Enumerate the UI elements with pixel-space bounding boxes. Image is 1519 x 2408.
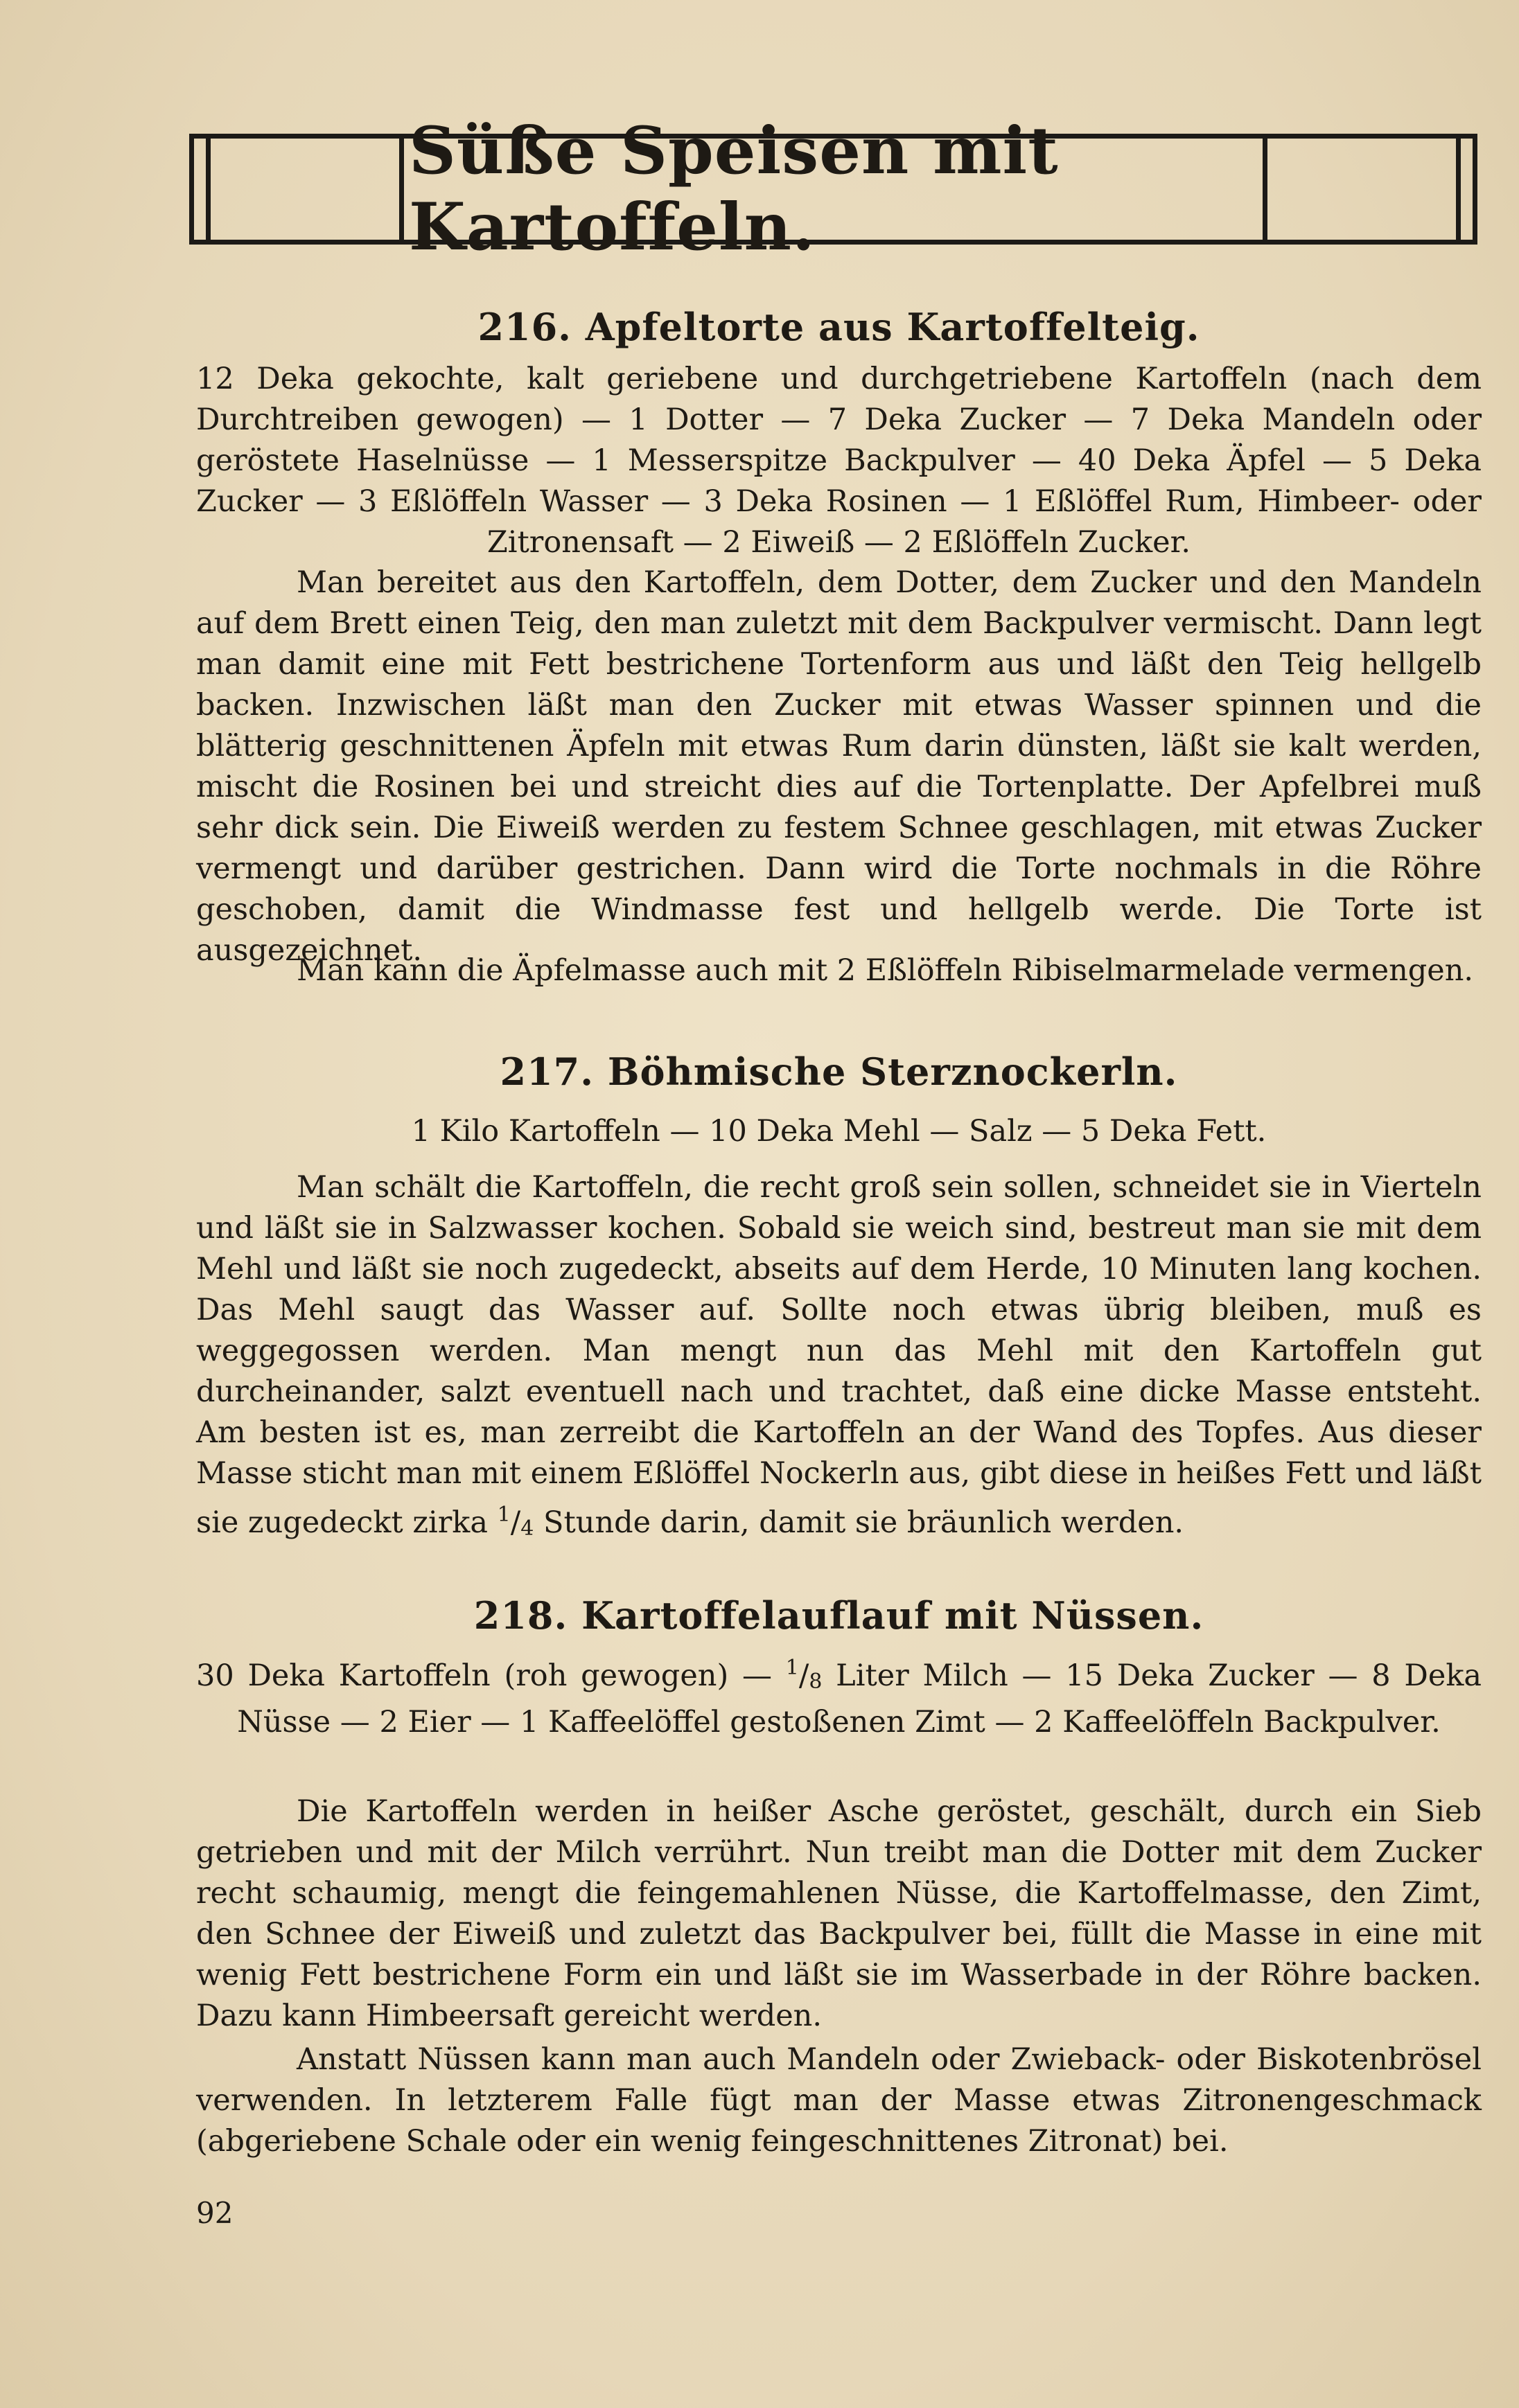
frame-divider bbox=[1456, 139, 1461, 240]
frame-divider bbox=[1263, 139, 1267, 240]
ingredients-part: 30 Deka Kartoffeln (roh gewogen) — bbox=[196, 1658, 772, 1693]
recipe-heading: 218. Kartoffelauflauf mit Nüssen. bbox=[473, 1593, 1204, 1638]
ingredients-text: 1 Kilo Kartoffeln — 10 Deka Mehl — Salz — 5 Deka Fett. bbox=[411, 1114, 1267, 1149]
method-paragraph: Man schält die Kartoffeln, die recht groß sein sollen, schneidet sie in Vierteln und läßt sie in Salzwasser kochen. Sobald sie weich sind, bestreut man sie mit dem Mehl und läßt sie noch zugedeckt, abseits auf dem Herde, 10 Minuten lang kochen. Das Mehl saugt das Wasser auf. Sollte noch etwas übrig bleiben, muß es weggegossen werden. Man mengt nun das Mehl mit den Kartoffeln gut durcheinander, salzt eventuell nach und trachtet, daß eine dicke Masse entsteht. Am besten ist es, man zerreibt die Kartoffeln an der Wand des Topfes. Aus dieser Masse sticht man mit einem Eßlöffel Nockerln aus, gibt diese in heißes Fett und läßt sie zugedeckt zirka $^1$/4 Stunde darin, damit sie bräunlich werden. bbox=[196, 1170, 1482, 1541]
recipe-216 bbox=[196, 305, 1482, 349]
recipe-218 bbox=[196, 1593, 1482, 1638]
fraction-denominator: 4 bbox=[520, 1516, 534, 1541]
method-text: Stunde darin, damit sie bräunlich werden. bbox=[543, 1505, 1184, 1540]
method-paragraph: Man kann die Äpfelmasse auch mit 2 Eßlöffeln Ribiselmarmelade vermengen. bbox=[297, 953, 1474, 988]
frame-divider bbox=[399, 139, 404, 240]
method-text: Man schält die Kartoffeln, die recht groß sein sollen, schneidet sie in Vierteln und läßt sie in Salzwasser kochen. Sobald sie weich sind, bestreut man sie mit dem Mehl und läßt sie noch zugedeckt, abseits auf dem Herde, 10 Minuten lang kochen. Das Mehl saugt das Wasser auf. Sollte noch etwas übrig bleiben, muß es weggegossen werden. Man mengt nun das Mehl mit den Kartoffeln gut durcheinander, salzt eventuell nach und trachtet, daß eine dicke Masse entsteht. Am besten ist es, man zerreibt die Kartoffeln an der Wand des Topfes. Aus dieser Masse sticht man mit einem Eßlöffel Nockerln aus, gibt diese in heißes Fett und läßt sie zugedeckt zirka bbox=[196, 1170, 1482, 1540]
header-frame bbox=[189, 113, 1477, 265]
ingredients-part: Liter Milch — 15 Deka Zucker — 8 Deka Nüsse — 2 Eier — 1 Kaffeelöffel gestoßenen Zimt — 2 Kaffeelöffeln Backpulver. bbox=[237, 1658, 1482, 1739]
ingredients-text: 30 Deka Kartoffeln (roh gewogen) — $^1$/8 Liter Milch — 15 Deka Zucker — 8 Deka Nüsse — 2 Eier — 1 Kaffeelöffel gestoßenen Zimt — 2 Kaffeelöffeln Backpulver. bbox=[196, 1656, 1482, 1739]
section-title: Süße Speisen mit Kartoffeln. bbox=[409, 113, 1059, 265]
method-paragraph: Man bereitet aus den Kartoffeln, dem Dotter, dem Zucker und den Mandeln auf dem Brett einen Teig, den man zuletzt mit dem Backpulver vermischt. Dann legt man damit eine mit Fett bestrichene Tortenform aus und läßt den Teig hellgelb backen. Inzwischen läßt man den Zucker mit etwas Wasser spinnen und die blätterig geschnittenen Äpfeln mit etwas Rum darin dünsten, läßt sie kalt werden, mischt die Rosinen bei und streicht dies auf die Tortenplatte. Der Apfelbrei muß sehr dick sein. Die Eiweiß werden zu festem Schnee geschlagen, mit etwas Zucker vermengt und darüber gestrichen. Dann wird die Torte nochmals in die Röhre geschoben, damit die Windmasse fest und hellgelb werde. Die Torte ist ausgezeichnet. bbox=[196, 565, 1482, 968]
recipe-216-note bbox=[196, 950, 1482, 991]
recipe-218-ingredients bbox=[196, 1647, 1482, 1743]
method-paragraph: Anstatt Nüssen kann man auch Mandeln oder Zwieback- oder Biskotenbrösel verwenden. In letzterem Falle fügt man der Masse etwas Zitronengeschmack (abgeriebene Schale oder ein wenig feingeschnittenes Zitronat) bei. bbox=[196, 2042, 1482, 2159]
fraction-numerator: 1 bbox=[497, 1503, 511, 1527]
recipe-217-method bbox=[196, 1167, 1482, 1549]
fraction-denominator: 8 bbox=[809, 1670, 823, 1694]
fraction-numerator: 1 bbox=[785, 1656, 799, 1680]
recipe-217-ingredients bbox=[196, 1111, 1482, 1152]
recipe-218-note bbox=[196, 2039, 1482, 2162]
recipe-216-ingredients bbox=[196, 359, 1482, 563]
page-number: 92 bbox=[196, 2196, 234, 2230]
recipe-heading: 217. Böhmische Sterznockerln. bbox=[500, 1050, 1178, 1094]
recipe-218-method bbox=[196, 1791, 1482, 2037]
recipe-216-method bbox=[196, 563, 1482, 971]
method-paragraph: Die Kartoffeln werden in heißer Asche geröstet, geschält, durch ein Sieb getrieben und mit der Milch verrührt. Nun treibt man die Dotter mit dem Zucker recht schaumig, mengt die feingemahlenen Nüsse, die Kartoffelmasse, den Zimt, den Schnee der Eiweiß und zuletzt das Backpulver bei, füllt die Masse in eine mit wenig Fett bestrichene Form ein und läßt sie im Wasserbade in der Röhre backen. Dazu kann Himbeersaft gereicht werden. bbox=[196, 1794, 1482, 2033]
recipe-217 bbox=[196, 1050, 1482, 1094]
ingredients-text: 12 Deka gekochte, kalt geriebene und durchgetriebene Kartoffeln (nach dem Durchtreiben gewogen) — 1 Dotter — 7 Deka Zucker — 7 Deka Mandeln oder geröstete Haselnüsse — 1 Messerspitze Backpulver — 40 Deka Äpfel — 5 Deka Zucker — 3 Eßlöffeln Wasser — 3 Deka Rosinen — 1 Eßlöffel Rum, Himbeer- oder Zitronensaft — 2 Eiweiß — 2 Eßlöffeln Zucker. bbox=[196, 362, 1482, 560]
recipe-heading: 216. Apfeltorte aus Kartoffelteig. bbox=[477, 305, 1200, 349]
frame-divider bbox=[206, 139, 211, 240]
